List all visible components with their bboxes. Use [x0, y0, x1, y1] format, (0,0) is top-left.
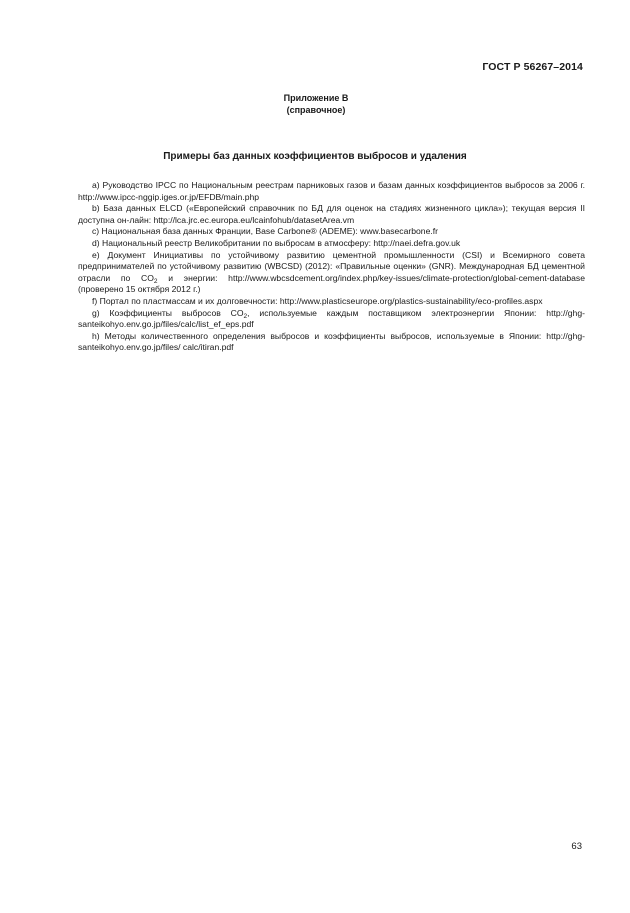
reference-item-g	[78, 308, 585, 331]
annex-title: Приложение В	[283, 93, 349, 103]
document-code: ГОСТ Р 56267–2014	[482, 61, 583, 73]
reference-text: , используемые каждым поставщиком электроэнергии Японии: http://ghg-santeikohyo.env.go.jp/files/calc/list_ef_eps.pdf	[78, 307, 585, 330]
page-number: 63	[571, 841, 582, 852]
reference-text: e) Документ Инициативы по устойчивому развитию цементной промышленности (CSI) и Всемирного совета предпринимателей по устойчивому развитию (WBCSD) (2012): «Правильные оценки» (GNR). Международная БД цементной отрасли по CO	[78, 249, 585, 283]
reference-item-f: f) Портал по пластмассам и их долговечности: http://www.plasticseurope.org/plastics-sustainability/eco-profiles.aspx	[92, 295, 543, 306]
annex-subtitle: (справочное)	[286, 105, 346, 115]
subscript: 2	[153, 277, 158, 285]
reference-text: g) Коэффициенты выбросов CO	[92, 307, 244, 318]
reference-list	[78, 180, 585, 354]
reference-item-c: c) Национальная база данных Франции, Base Carbone® (ADEME): www.basecarbone.fr	[92, 226, 438, 237]
annex-heading	[0, 92, 630, 116]
reference-item-b: b) База данных ELCD («Европейский справочник по БД для оценок на стадиях жизненного цикла»); текущая версия II доступна он-лайн: http://lca.jrc.ec.europa.eu/lcainfohub/datasetArea.vm	[78, 203, 585, 225]
reference-item-h: h) Методы количественного определения выбросов и коэффициенты выбросов, используемые в Японии: http://ghg-santeikohyo.env.go.jp/files/ calc/itiran.pdf	[78, 330, 585, 353]
reference-item-e	[78, 250, 585, 296]
reference-item-d: d) Национальный реестр Великобритании по выбросам в атмосферу: http://naei.defra.gov.uk	[92, 237, 461, 248]
section-title: Примеры баз данных коэффициентов выбросов и удаления	[163, 151, 467, 162]
reference-text: и энергии: http://www.wbcsdcement.org/index.php/key-issues/climate-protection/global-cement-database (проверено 15 октября 2012 г.)	[78, 272, 585, 295]
subscript: 2	[243, 312, 248, 320]
reference-item-a: a) Руководство IPCC по Национальным реестрам парниковых газов и базам данных коэффициентов выбросов за 2006 г. http://www.ipcc-nggip.iges.or.jp/EFDB/main.php	[78, 180, 585, 202]
